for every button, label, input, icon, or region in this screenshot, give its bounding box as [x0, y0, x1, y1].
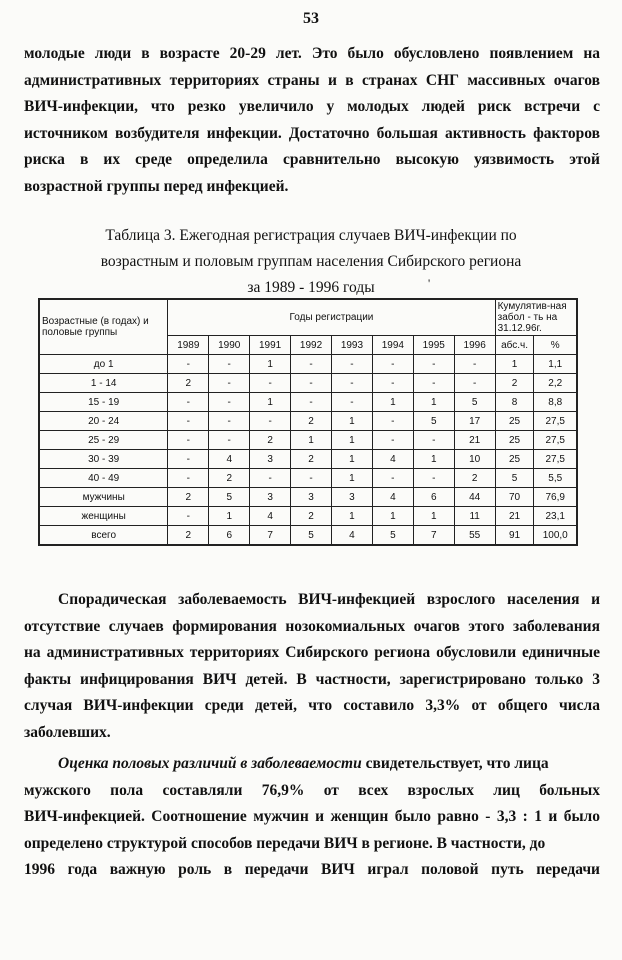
table-cell: 2 [291, 450, 332, 469]
table-row [39, 412, 577, 431]
table-cell: - [209, 431, 250, 450]
gender-paragraph [24, 751, 600, 884]
table-cell: - [372, 469, 413, 488]
table-cell: 70 [495, 488, 534, 507]
table-cell: 3 [331, 488, 372, 507]
table-cell: 8 [495, 393, 534, 412]
year-header: 1989 [168, 336, 209, 355]
table-caption-line: за 1989 - 1996 годы [247, 279, 375, 296]
table-cell: 2 [495, 374, 534, 393]
table-cell: 4 [209, 450, 250, 469]
table-cell: 25 [495, 450, 534, 469]
table-caption-line: Таблица 3. Ежегодная регистрация случаев ВИЧ-инфекции по [105, 227, 517, 244]
table-cell: 7 [413, 526, 454, 546]
table-cell: - [291, 355, 332, 374]
table-cell: 1 [250, 355, 291, 374]
table-cell: 1 [372, 507, 413, 526]
table-cell: 44 [454, 488, 495, 507]
row-label: до 1 [39, 355, 168, 374]
table-cell: 5 [291, 526, 332, 546]
table-cell: 1 [331, 450, 372, 469]
table-cell: 1 [495, 355, 534, 374]
table-cell: 2 [168, 374, 209, 393]
text-line: ВИЧ-инфекцией. Соотношение мужчин и женщин было равно - 3,3 : 1 и было [24, 808, 600, 825]
text-line: на административных территориях Сибирского региона обусловили единичные [24, 644, 600, 661]
table-cell: 27,5 [534, 431, 577, 450]
table-cell: - [250, 374, 291, 393]
table-row [39, 469, 577, 488]
table-cell: - [168, 412, 209, 431]
row-label: мужчины [39, 488, 168, 507]
table-cell: - [250, 469, 291, 488]
table-cell: - [250, 412, 291, 431]
text-line: административных территориях страны и в странах СНГ массивных очагов [24, 71, 600, 89]
table-cell: 1 [209, 507, 250, 526]
table-cell: - [413, 469, 454, 488]
table-cell: 1,1 [534, 355, 577, 374]
table-cell: - [209, 393, 250, 412]
table-cell: - [209, 412, 250, 431]
year-header: 1991 [250, 336, 291, 355]
table-cell: 2 [168, 526, 209, 546]
text-line: риска в их среде определила сравнительно высокую уязвимость этой [24, 151, 600, 168]
year-header: 1993 [331, 336, 372, 355]
text-line: источником возбудителя инфекции. Достаточно большая активность факторов [24, 124, 600, 142]
cumulative-header: Кумулятив-ная забол - ть на 31.12.96г. [495, 299, 577, 336]
text-line: случая ВИЧ-инфекции среди детей, что составило 3,3% от общего числа [24, 697, 600, 714]
text-line: возрастной группы перед инфекцией. [24, 177, 289, 195]
table-caption-line: возрастным и половым группам населения Сибирского региона [100, 253, 522, 270]
table-cell: - [331, 355, 372, 374]
table-cell: - [209, 374, 250, 393]
table-cell: 91 [495, 526, 534, 546]
table-cell: 25 [495, 431, 534, 450]
table-cell: 27,5 [534, 412, 577, 431]
text-line: определено структурой способов передачи ВИЧ в регионе. В частности, до [24, 834, 546, 852]
table-cell: 2 [291, 412, 332, 431]
table-row [39, 431, 577, 450]
text-line: 1996 года важную роль в передачи ВИЧ играл половой путь передачи [24, 861, 600, 878]
text-line: заболевших. [24, 723, 111, 741]
table-row [39, 393, 577, 412]
text-line: отсутствие случаев формирования нозокомиальных очагов этого заболевания [24, 617, 600, 635]
table-cell: 1 [331, 469, 372, 488]
table-cell: 5 [495, 469, 534, 488]
table-row [39, 355, 577, 374]
year-header: 1996 [454, 336, 495, 355]
table-cell: 1 [331, 412, 372, 431]
table-cell: - [331, 393, 372, 412]
italic-phrase: Оценка половых различий в заболеваемости [58, 755, 362, 772]
row-label: всего [39, 526, 168, 546]
table-cell: 2 [250, 431, 291, 450]
text-span: свидетельствует, что лица [361, 755, 549, 772]
table-cell: 2,2 [534, 374, 577, 393]
row-label: 20 - 24 [39, 412, 168, 431]
table-cell: 4 [250, 507, 291, 526]
page-number: 53 [303, 10, 319, 27]
table-cell: 5,5 [534, 469, 577, 488]
table-cell: - [168, 355, 209, 374]
table-cell: 1 [291, 431, 332, 450]
table-cell: 4 [331, 526, 372, 546]
table-cell: 6 [209, 526, 250, 546]
table-row [39, 507, 577, 526]
table-cell: 1 [331, 507, 372, 526]
table-cell: 27,5 [534, 450, 577, 469]
table-cell: 25 [495, 412, 534, 431]
table-cell: 5 [209, 488, 250, 507]
table-cell: - [413, 355, 454, 374]
table-cell: 3 [291, 488, 332, 507]
year-header: 1994 [372, 336, 413, 355]
table-cell: 7 [250, 526, 291, 546]
table-cell: - [413, 431, 454, 450]
table-cell: 1 [413, 507, 454, 526]
table-cell: - [454, 355, 495, 374]
text-line: факты инфицирования ВИЧ детей. В частности, зарегистрировано только 3 [24, 670, 600, 688]
table-cell: - [168, 431, 209, 450]
row-label: 30 - 39 [39, 450, 168, 469]
table-cell: - [291, 393, 332, 412]
table-cell: 100,0 [534, 526, 577, 546]
table-cell: - [291, 469, 332, 488]
table-row [39, 526, 577, 546]
abs-header: абс.ч. [495, 336, 534, 355]
table-cell: - [331, 374, 372, 393]
table-cell: 3 [250, 450, 291, 469]
table-cell: - [168, 450, 209, 469]
table-row [39, 488, 577, 507]
hiv-registration-table [38, 298, 578, 546]
table-cell: 21 [495, 507, 534, 526]
table-cell: 10 [454, 450, 495, 469]
table-cell: - [372, 431, 413, 450]
intro-paragraph [24, 41, 600, 200]
sporadic-paragraph [24, 587, 600, 746]
table-row [39, 374, 577, 393]
table-cell: - [413, 374, 454, 393]
table-cell: 55 [454, 526, 495, 546]
pct-header: % [534, 336, 577, 355]
table-row [39, 450, 577, 469]
table-cell: 17 [454, 412, 495, 431]
table-cell: 23,1 [534, 507, 577, 526]
table-cell: 3 [250, 488, 291, 507]
table-cell: 4 [372, 488, 413, 507]
row-label: женщины [39, 507, 168, 526]
table-cell: - [372, 412, 413, 431]
table-cell: 4 [372, 450, 413, 469]
text-line: молодые люди в возрасте 20-29 лет. Это было обусловлено появлением на [24, 45, 600, 62]
table-cell: 5 [413, 412, 454, 431]
table-cell: 2 [209, 469, 250, 488]
table-cell: 2 [454, 469, 495, 488]
table-cell: 5 [454, 393, 495, 412]
table-cell: 76,9 [534, 488, 577, 507]
table-cell: 8,8 [534, 393, 577, 412]
table-cell: - [372, 374, 413, 393]
row-label: 40 - 49 [39, 469, 168, 488]
table-cell: 6 [413, 488, 454, 507]
table-cell: 2 [168, 488, 209, 507]
year-header: 1995 [413, 336, 454, 355]
table-cell: - [209, 355, 250, 374]
table-cell: 1 [413, 393, 454, 412]
table-cell: 1 [250, 393, 291, 412]
table-cell: - [291, 374, 332, 393]
table-cell: 1 [372, 393, 413, 412]
text-line [24, 751, 600, 778]
text-line: Спорадическая заболеваемость ВИЧ-инфекцией взрослого населения и [58, 591, 600, 608]
years-header: Годы регистрации [168, 299, 495, 336]
text-line: ВИЧ-инфекции, что резко увеличило у молодых людей риск встречи с [24, 98, 600, 115]
stray-mark: ' [428, 276, 431, 290]
year-header: 1992 [291, 336, 332, 355]
table-cell: - [168, 507, 209, 526]
year-header: 1990 [209, 336, 250, 355]
row-label: 25 - 29 [39, 431, 168, 450]
table-cell: - [372, 355, 413, 374]
table-cell: 5 [372, 526, 413, 546]
table-cell: - [168, 393, 209, 412]
table-cell: 21 [454, 431, 495, 450]
row-label: 15 - 19 [39, 393, 168, 412]
table-cell: 2 [291, 507, 332, 526]
table-cell: 11 [454, 507, 495, 526]
table-cell: - [454, 374, 495, 393]
table-cell: 1 [413, 450, 454, 469]
text-line: мужского пола составляли 76,9% от всех взрослых лиц больных [24, 781, 600, 799]
row-label: 1 - 14 [39, 374, 168, 393]
table-cell: - [168, 469, 209, 488]
table-cell: 1 [331, 431, 372, 450]
row-header: Возрастные (в годах) и половые группы [39, 299, 168, 355]
